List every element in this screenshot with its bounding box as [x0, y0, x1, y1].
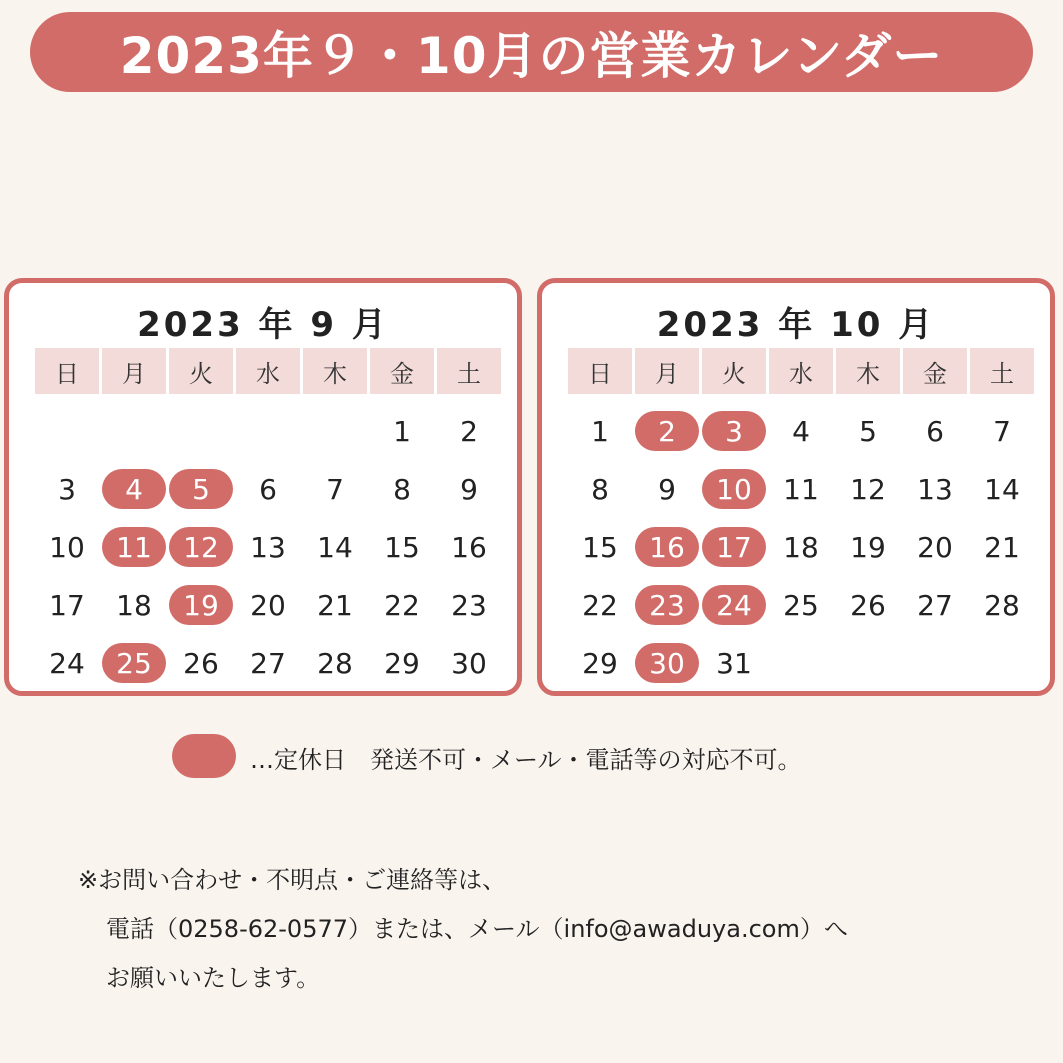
weekday-header: 木 [836, 348, 900, 394]
calendar-day: 22 [582, 588, 618, 622]
calendar-day: 18 [783, 530, 819, 564]
calendar-day-closed: 4 [102, 469, 166, 509]
calendar-day: 21 [317, 588, 353, 622]
calendar-day-closed: 30 [635, 643, 699, 683]
contact-note-line1: ※お問い合わせ・不明点・ご連絡等は、 [78, 866, 507, 894]
calendar-day: 15 [384, 530, 420, 564]
calendar-day: 8 [393, 472, 411, 506]
calendar-day: 30 [451, 646, 487, 680]
calendar-day: 25 [783, 588, 819, 622]
calendar-day: 11 [783, 472, 819, 506]
weekday-header: 金 [370, 348, 434, 394]
calendar-day: 7 [326, 472, 344, 506]
calendar-day: 29 [582, 646, 618, 680]
calendar-day-closed: 25 [102, 643, 166, 683]
calendar-day: 1 [591, 414, 609, 448]
calendar-day-closed: 10 [702, 469, 766, 509]
calendar-day: 15 [582, 530, 618, 564]
calendar-day: 17 [49, 588, 85, 622]
calendar-day: 6 [259, 472, 277, 506]
calendar-day: 31 [716, 646, 752, 680]
calendar-day: 4 [792, 414, 810, 448]
calendar-day: 9 [658, 472, 676, 506]
weekday-header: 日 [35, 348, 99, 394]
calendar-day-closed: 5 [169, 469, 233, 509]
calendar-day-closed: 3 [702, 411, 766, 451]
closed-day-legend-swatch [172, 734, 236, 778]
calendar-day: 20 [250, 588, 286, 622]
calendar-day-closed: 11 [102, 527, 166, 567]
calendar-day: 16 [451, 530, 487, 564]
calendar-day: 28 [984, 588, 1020, 622]
weekday-header-row [542, 348, 1050, 394]
calendar-day: 13 [250, 530, 286, 564]
calendar-day-closed: 23 [635, 585, 699, 625]
calendar-day: 26 [183, 646, 219, 680]
weekday-header: 日 [568, 348, 632, 394]
calendar-title: 2023 年 9 月 [137, 305, 389, 345]
weekday-header: 金 [903, 348, 967, 394]
calendar-day: 12 [850, 472, 886, 506]
calendar-day: 14 [317, 530, 353, 564]
calendar-day: 2 [460, 414, 478, 448]
calendar-title: 2023 年 10 月 [656, 305, 936, 345]
calendar-day: 27 [917, 588, 953, 622]
calendar-day: 27 [250, 646, 286, 680]
calendar-day: 29 [384, 646, 420, 680]
calendar-day: 3 [58, 472, 76, 506]
calendar-day: 6 [926, 414, 944, 448]
weekday-header: 土 [970, 348, 1034, 394]
calendar-day-closed: 2 [635, 411, 699, 451]
calendar-day: 5 [859, 414, 877, 448]
weekday-header: 木 [303, 348, 367, 394]
calendar-day-closed: 24 [702, 585, 766, 625]
calendar-day: 10 [49, 530, 85, 564]
page-title-banner [30, 12, 1033, 92]
weekday-header: 火 [702, 348, 766, 394]
calendar-day-closed: 19 [169, 585, 233, 625]
calendar-day: 1 [393, 414, 411, 448]
weekday-header: 土 [437, 348, 501, 394]
weekday-header: 月 [635, 348, 699, 394]
contact-note-line2: 電話（0258-62-0577）または、メール（info@awaduya.com）へ [106, 915, 848, 943]
calendar-day: 18 [116, 588, 152, 622]
calendar-day: 28 [317, 646, 353, 680]
weekday-header: 月 [102, 348, 166, 394]
calendar-day: 26 [850, 588, 886, 622]
contact-note-line3: お願いいたします。 [106, 964, 321, 992]
weekday-header: 火 [169, 348, 233, 394]
calendar-day: 20 [917, 530, 953, 564]
calendar-day: 9 [460, 472, 478, 506]
calendar-september [4, 278, 522, 696]
calendar-day-closed: 17 [702, 527, 766, 567]
calendar-day-closed: 12 [169, 527, 233, 567]
calendar-day: 13 [917, 472, 953, 506]
calendar-day: 19 [850, 530, 886, 564]
calendar-day: 22 [384, 588, 420, 622]
calendar-day: 23 [451, 588, 487, 622]
page-title: 2023年９・10月の営業カレンダー [119, 27, 944, 85]
calendar-day: 14 [984, 472, 1020, 506]
calendar-day: 7 [993, 414, 1011, 448]
calendar-day: 8 [591, 472, 609, 506]
weekday-header: 水 [236, 348, 300, 394]
calendar-october [537, 278, 1055, 696]
calendar-day: 21 [984, 530, 1020, 564]
weekday-header-row [9, 348, 517, 394]
weekday-header: 水 [769, 348, 833, 394]
calendar-day: 24 [49, 646, 85, 680]
calendar-day-closed: 16 [635, 527, 699, 567]
closed-day-legend-text: …定休日 発送不可・メール・電話等の対応不可。 [250, 746, 802, 774]
